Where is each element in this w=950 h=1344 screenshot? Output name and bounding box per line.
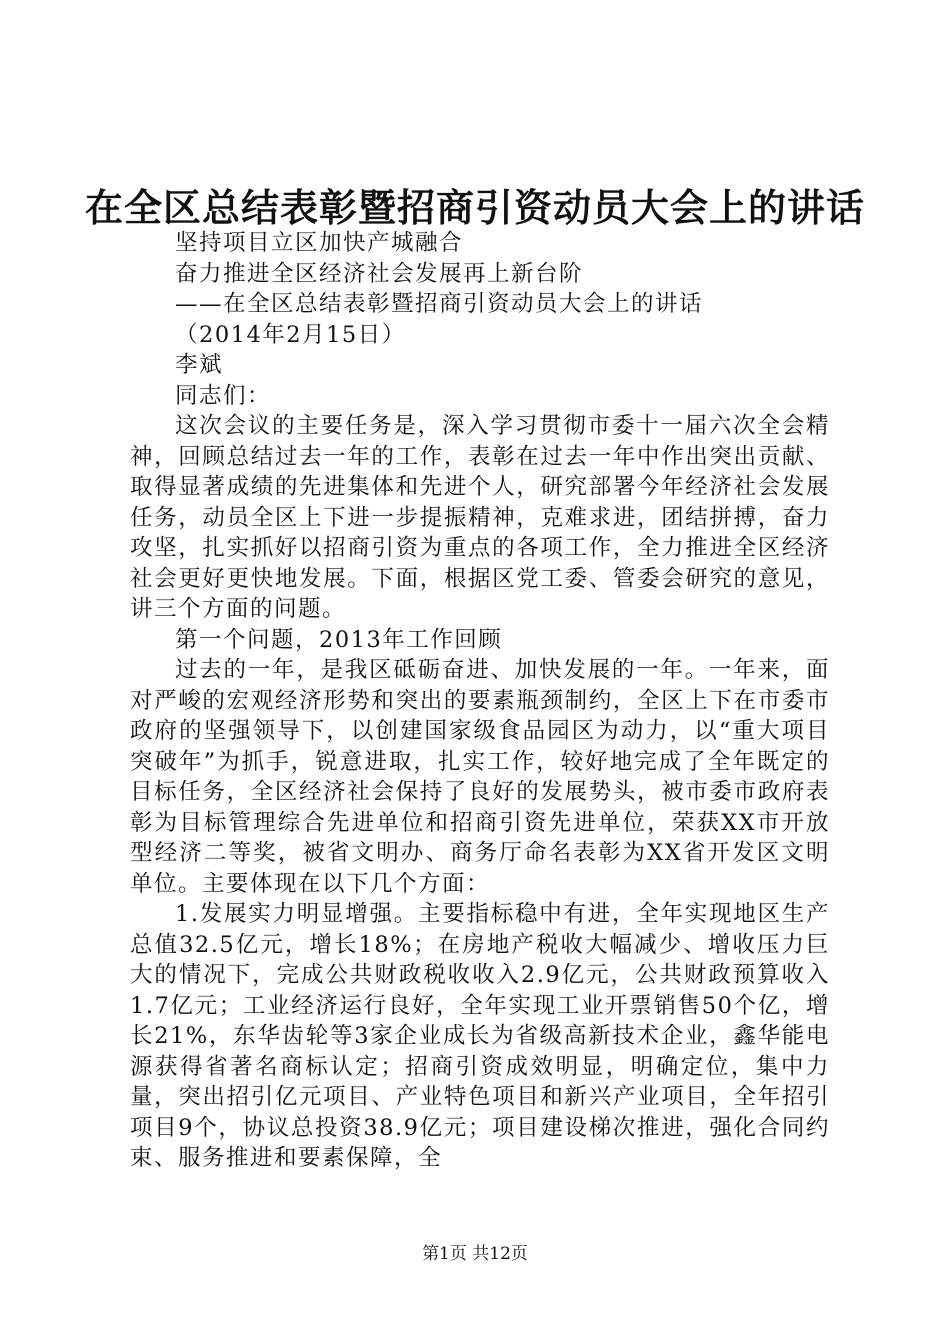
speech-date: （2014年2月15日） [175, 321, 406, 348]
paragraph: 过去的一年，是我区砥砺奋进、加快发展的一年。一年来，面对严峻的宏观经济形势和突出的要素瓶颈制约，全区上下在市委市政府的坚强领导下，以创建国家级食品园区为动力，以“重大项目突破年”为抓手，锐意进取，扎实工作，较好地完成了全年既定的目标任务，全区经济社会保持了良好的发展势头，被市委市政府表彰为目标管理综合先进单位和招商引资先进单位，荣获XX市开放型经济二等奖，被省文明办、商务厅命名表彰为XX省开发区文明单位。主要体现在以下几个方面： [130, 657, 830, 897]
speaker-name: 李斌 [175, 352, 224, 378]
paragraph: 1.发展实力明显增强。主要指标稳中有进，全年实现地区生产总值32.5亿元，增长18%；在房地产税收大幅减少、增收压力巨大的情况下，完成公共财政税收收入2.9亿元，公共财政预算收入1.7亿元；工业经济运行良好，全年实现工业开票销售50个亿，增长21%，东华齿轮等3家企业成长为省级高新技术企业，鑫华能电源获得省著名商标认定；招商引资成效明显，明确定位，集中力量，突出招引亿元项目、产业特色项目和新兴产业项目，全年招引项目9个，协议总投资38.9亿元；项目建设梯次推进，强化合同约束、服务推进和要素保障，全 [130, 901, 830, 1171]
subtitle-line-1: 坚持项目立区加快产城融合 [175, 230, 464, 256]
salutation: 同志们： [175, 382, 272, 409]
paragraph: 这次会议的主要任务是，深入学习贯彻市委十一届六次全会精神，回顾总结过去一年的工作，表彰在过去一年中作出突出贡献、取得显著成绩的先进集体和先进个人，研究部署今年经济社会发展任务，动员全区上下进一步提振精神，克难求进，团结拼搏，奋力攻坚，扎实抓好以招商引资为重点的各项工作，全力推进全区经济社会更好更快地发展。下面，根据区党工委、管委会研究的意见，讲三个方面的问题。 [130, 413, 830, 622]
subtitle-line-3: ——在全区总结表彰暨招商引资动员大会上的讲话 [175, 291, 704, 317]
page-number-footer: 第1页 共12页 [422, 1244, 528, 1264]
section-heading: 第一个问题，2013年工作回顾 [175, 626, 503, 653]
subtitle-line-2: 奋力推进全区经济社会发展再上新台阶 [175, 260, 584, 287]
document-body [130, 228, 830, 1174]
document-title: 在全区总结表彰暨招商引资动员大会上的讲话 [84, 186, 865, 230]
